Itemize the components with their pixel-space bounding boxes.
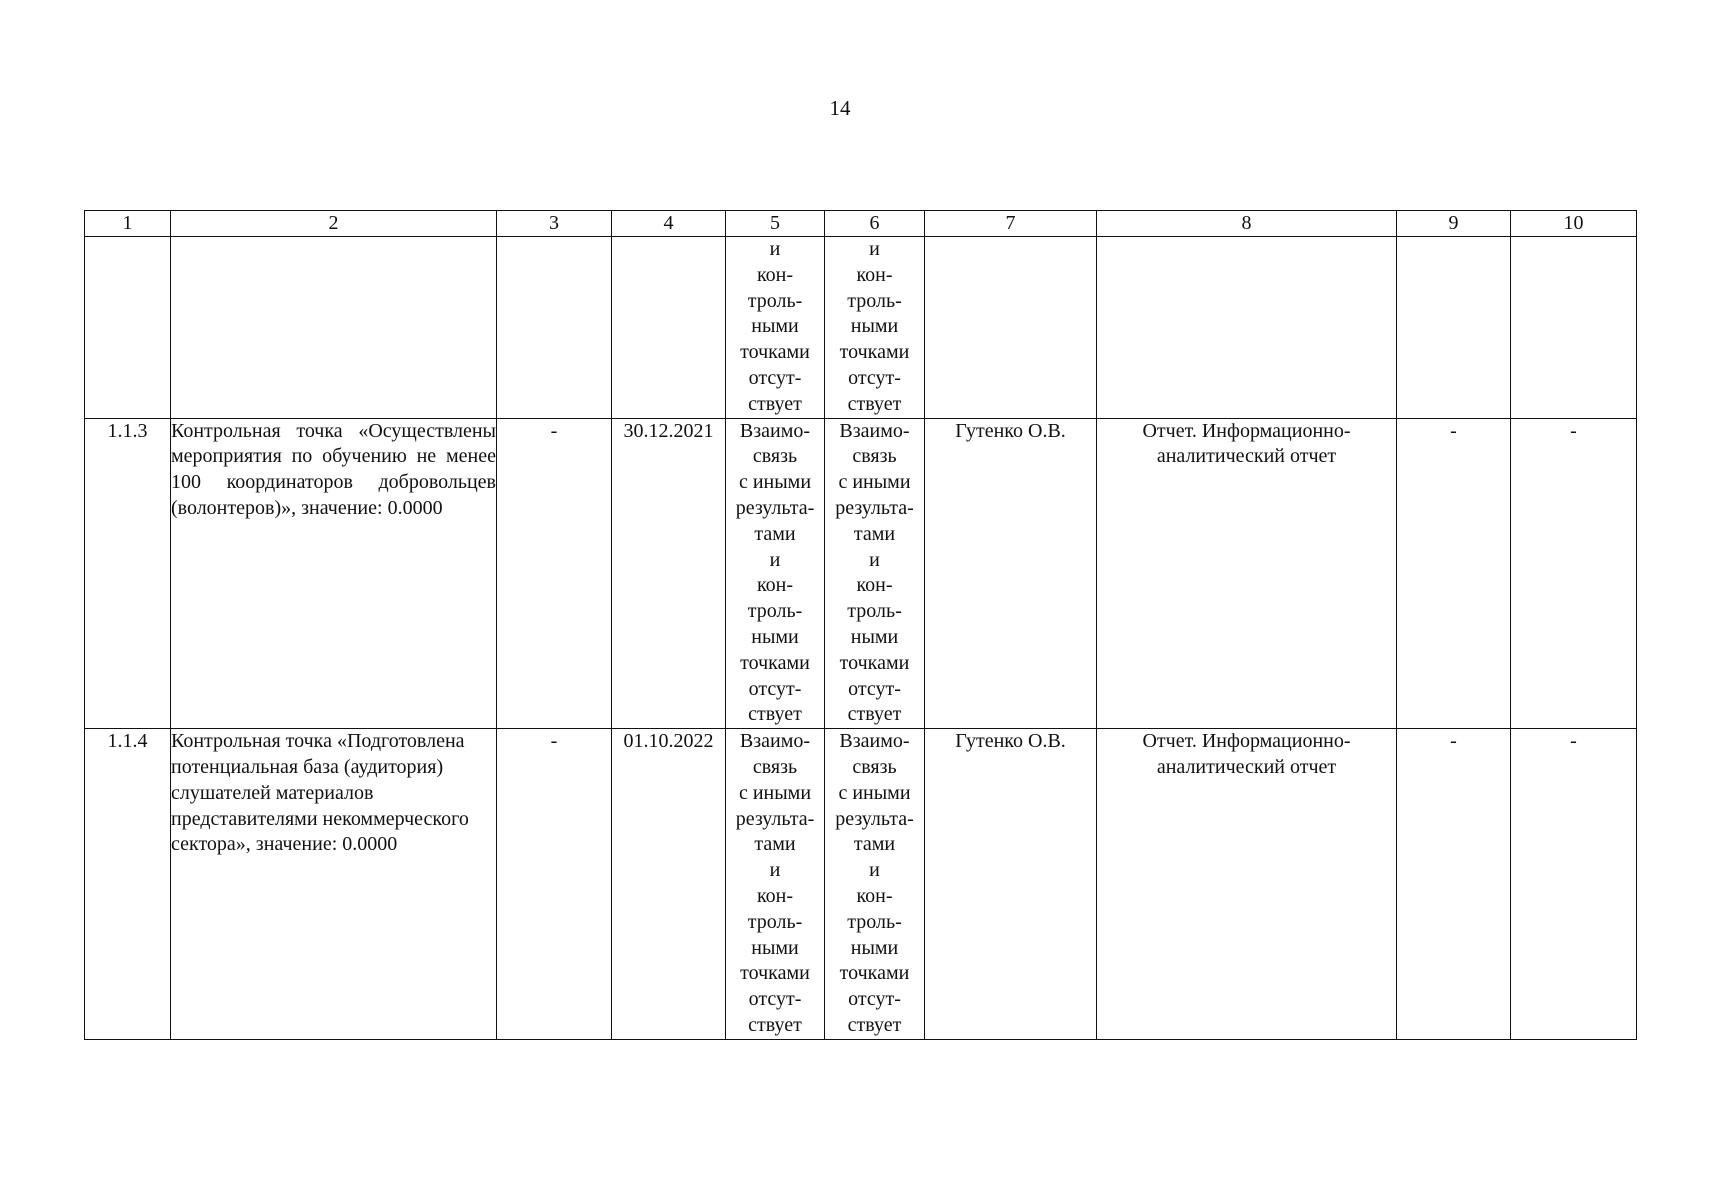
cell-word: ными xyxy=(850,625,899,648)
cell-word: Взаимо- xyxy=(839,419,910,442)
cell-word: тами xyxy=(754,522,796,545)
cell-word: точками xyxy=(839,341,910,364)
cell-word: кон- xyxy=(756,263,794,286)
header-col-4: 4 xyxy=(612,211,726,237)
cell-interrelation xyxy=(726,418,825,729)
cell-interrelation xyxy=(825,729,925,1040)
cell-word: кон- xyxy=(856,263,893,286)
cell-word: ствует xyxy=(748,1013,802,1036)
cell-empty xyxy=(1511,237,1637,419)
cell-report: Отчет. Информационно-аналитический отчет xyxy=(1097,729,1397,1040)
cell-word: отсут- xyxy=(848,677,901,700)
cell-word: ными xyxy=(850,315,899,338)
cell-word: Взаимо- xyxy=(839,730,910,753)
cell-word: тами xyxy=(853,522,896,545)
cell-description: Контрольная точка «Осуществлены мероприятия по обучению не менее 100 координаторов добровольцев (волонтеров)», значение: 0.0000 xyxy=(171,418,497,729)
cell-empty xyxy=(85,237,171,419)
cell-empty xyxy=(171,237,497,419)
cell-word: ными xyxy=(751,625,799,648)
cell-word: ными xyxy=(751,936,799,959)
cell-word: связь xyxy=(752,755,798,778)
cell-empty xyxy=(497,237,612,419)
table-row-continuation xyxy=(85,237,1637,419)
cell-word: и xyxy=(869,859,880,882)
cell-word: кон- xyxy=(756,574,794,597)
cell-empty xyxy=(925,237,1097,419)
cell-word: и xyxy=(869,548,880,571)
cell-responsible: Гутенко О.В. xyxy=(925,729,1097,1040)
header-col-3: 3 xyxy=(497,211,612,237)
cell-word: отсут- xyxy=(748,988,802,1011)
cell-interrelation xyxy=(726,237,825,419)
cell-word: тами xyxy=(853,833,896,856)
cell-empty xyxy=(612,237,726,419)
cell-word: результа- xyxy=(735,496,815,519)
cell-col10: - xyxy=(1511,418,1637,729)
cell-col3: - xyxy=(497,418,612,729)
header-col-1: 1 xyxy=(85,211,171,237)
cell-empty xyxy=(1097,237,1397,419)
cell-responsible: Гутенко О.В. xyxy=(925,418,1097,729)
cell-report: Отчет. Информационно-аналитический отчет xyxy=(1097,418,1397,729)
header-col-10: 10 xyxy=(1511,211,1637,237)
cell-word: троль- xyxy=(747,600,803,623)
cell-word: и xyxy=(769,859,781,882)
cell-word: кон- xyxy=(756,884,794,907)
cell-interrelation xyxy=(825,418,925,729)
table-row xyxy=(85,418,1637,729)
cell-word: Взаимо- xyxy=(739,730,811,753)
cell-number: 1.1.3 xyxy=(85,418,171,729)
cell-word: кон- xyxy=(856,884,893,907)
cell-interrelation xyxy=(726,729,825,1040)
table-row xyxy=(85,729,1637,1040)
cell-word: с иными xyxy=(738,781,812,804)
cell-word: ствует xyxy=(748,703,802,726)
cell-word: тами xyxy=(754,833,796,856)
cell-word: и xyxy=(769,548,781,571)
header-col-9: 9 xyxy=(1397,211,1511,237)
cell-number: 1.1.4 xyxy=(85,729,171,1040)
cell-word: с иными xyxy=(838,781,911,804)
cell-col3: - xyxy=(497,729,612,1040)
cell-word: результа- xyxy=(835,807,914,830)
cell-word: точками xyxy=(740,651,810,674)
cell-word: ными xyxy=(751,315,799,338)
header-col-7: 7 xyxy=(925,211,1097,237)
cell-date: 30.12.2021 xyxy=(612,418,726,729)
cell-word: ствует xyxy=(847,703,902,726)
cell-word: отсут- xyxy=(848,366,901,389)
cell-word: троль- xyxy=(747,289,803,312)
cell-word: кон- xyxy=(856,574,893,597)
cell-word: отсут- xyxy=(748,677,802,700)
cell-col9: - xyxy=(1397,418,1511,729)
cell-word: троль- xyxy=(847,600,902,623)
cell-word: ными xyxy=(850,936,899,959)
cell-word: с иными xyxy=(738,471,812,494)
cell-interrelation xyxy=(825,237,925,419)
cell-word: связь xyxy=(852,445,897,468)
cell-word: отсут- xyxy=(848,988,901,1011)
cell-date: 01.10.2022 xyxy=(612,729,726,1040)
cell-word: точками xyxy=(740,962,810,985)
cell-word: ствует xyxy=(847,392,902,415)
header-col-6: 6 xyxy=(825,211,925,237)
cell-word: связь xyxy=(752,445,798,468)
cell-word: троль- xyxy=(847,910,902,933)
cell-word: ствует xyxy=(748,392,802,415)
cell-word: троль- xyxy=(747,910,803,933)
control-points-table xyxy=(84,210,1637,1040)
cell-word: результа- xyxy=(835,496,914,519)
cell-word: и xyxy=(769,238,781,260)
cell-word: Взаимо- xyxy=(739,419,811,442)
cell-word: с иными xyxy=(838,471,911,494)
cell-description: Контрольная точка «Подготовлена потенциальная база (аудитория) слушателей материалов представителями некоммерческого сектора», значение: 0.0000 xyxy=(171,729,497,1040)
header-col-5: 5 xyxy=(726,211,825,237)
cell-word: отсут- xyxy=(748,366,802,389)
header-col-8: 8 xyxy=(1097,211,1397,237)
cell-word: точками xyxy=(839,651,910,674)
cell-word: точками xyxy=(740,341,810,364)
page-number: 14 xyxy=(829,96,851,120)
cell-word: троль- xyxy=(847,289,902,312)
header-col-2: 2 xyxy=(171,211,497,237)
cell-empty xyxy=(1397,237,1511,419)
cell-col10: - xyxy=(1511,729,1637,1040)
cell-word: связь xyxy=(852,755,897,778)
cell-word: точками xyxy=(839,962,910,985)
cell-word: результа- xyxy=(735,807,815,830)
cell-word: ствует xyxy=(847,1013,902,1036)
cell-word: и xyxy=(869,238,880,260)
cell-col9: - xyxy=(1397,729,1511,1040)
table-header-row xyxy=(85,211,1637,237)
